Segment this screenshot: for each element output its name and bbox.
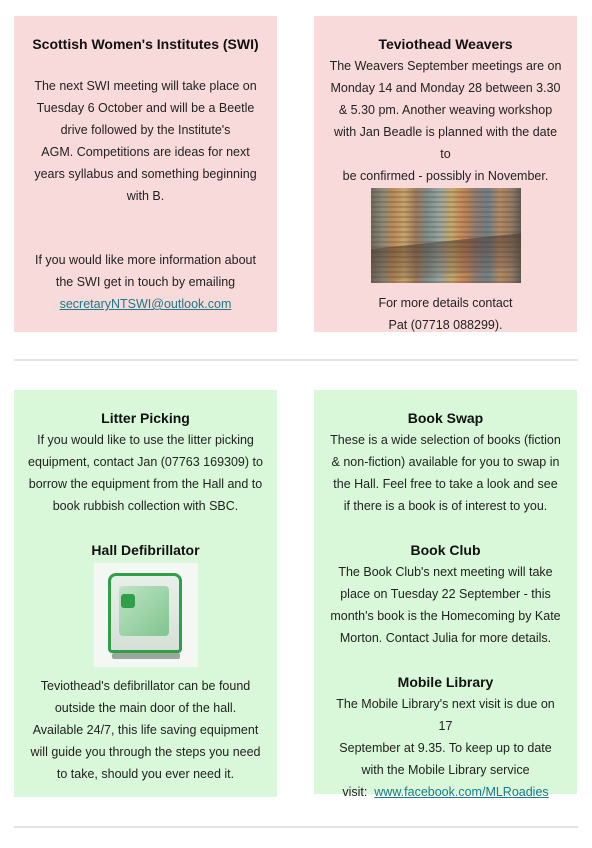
defibrillator-image bbox=[94, 563, 198, 667]
litter-title: Litter Picking bbox=[101, 410, 190, 426]
bookswap-paragraph: These is a wide selection of books (fiction & non-fiction) available for you to swap in the Hall. Feel free to take a look and see if there is a book is of interest to you. bbox=[330, 433, 561, 513]
litter-paragraph: If you would like to use the litter picking equipment, contact Jan (07763 169309) to borrow the equipment from the Hall and to book rubbish collection with SBC. bbox=[28, 433, 263, 513]
litter-defib-card bbox=[14, 390, 277, 797]
defib-title: Hall Defibrillator bbox=[91, 542, 200, 558]
visit-label: visit: bbox=[342, 785, 368, 799]
library-paragraph: The Mobile Library's next visit is due on 17 September at 9.35. To keep up to date with the Mobile Library service visit: www.facebook.com/MLRoadies bbox=[336, 697, 555, 799]
weavers-title: Teviothead Weavers bbox=[378, 36, 513, 52]
weavers-contact: For more details contact Pat (07718 088299). bbox=[378, 296, 513, 332]
defib-paragraph: Teviothead's defibrillator can be found outside the main door of the hall. Available 24/7, this life saving equipment will guide you through the steps you need to take, should you ever need it. bbox=[30, 679, 261, 781]
bookclub-title: Book Club bbox=[410, 542, 481, 558]
library-title: Mobile Library bbox=[397, 674, 494, 690]
bottom-divider bbox=[14, 826, 578, 828]
library-facebook-link[interactable]: www.facebook.com/MLRoadies bbox=[374, 785, 549, 799]
swi-contact-paragraph: If you would like more information about the SWI get in touch by emailing secretaryNTSWI@outlook.com bbox=[35, 253, 256, 311]
weavers-paragraph: The Weavers September meetings are on Monday 14 and Monday 28 between 3.30 & 5.30 pm. Another weaving workshop with Jan Beadle is planned with the date to be confirmed - possibly in November. bbox=[329, 59, 562, 183]
weaving-image bbox=[371, 188, 521, 283]
section-divider bbox=[14, 359, 578, 361]
bookclub-paragraph: The Book Club's next meeting will take place on Tuesday 22 September - this month's book is the Homecoming by Kate Morton. Contact Julia for more details. bbox=[330, 565, 561, 645]
swi-paragraph: The next SWI meeting will take place on Tuesday 6 October and will be a Beetle drive followed by the Institute's AGM. Competitions are ideas for next years syllabus and something beginning with B. bbox=[34, 79, 257, 203]
book-library-card bbox=[314, 390, 577, 799]
bookswap-title: Book Swap bbox=[407, 410, 484, 426]
swi-email-link[interactable]: secretaryNTSWI@outlook.com bbox=[59, 297, 232, 311]
swi-card bbox=[14, 16, 277, 332]
weavers-card bbox=[314, 16, 577, 332]
swi-title: Scottish Women's Institutes (SWI) bbox=[32, 36, 259, 52]
